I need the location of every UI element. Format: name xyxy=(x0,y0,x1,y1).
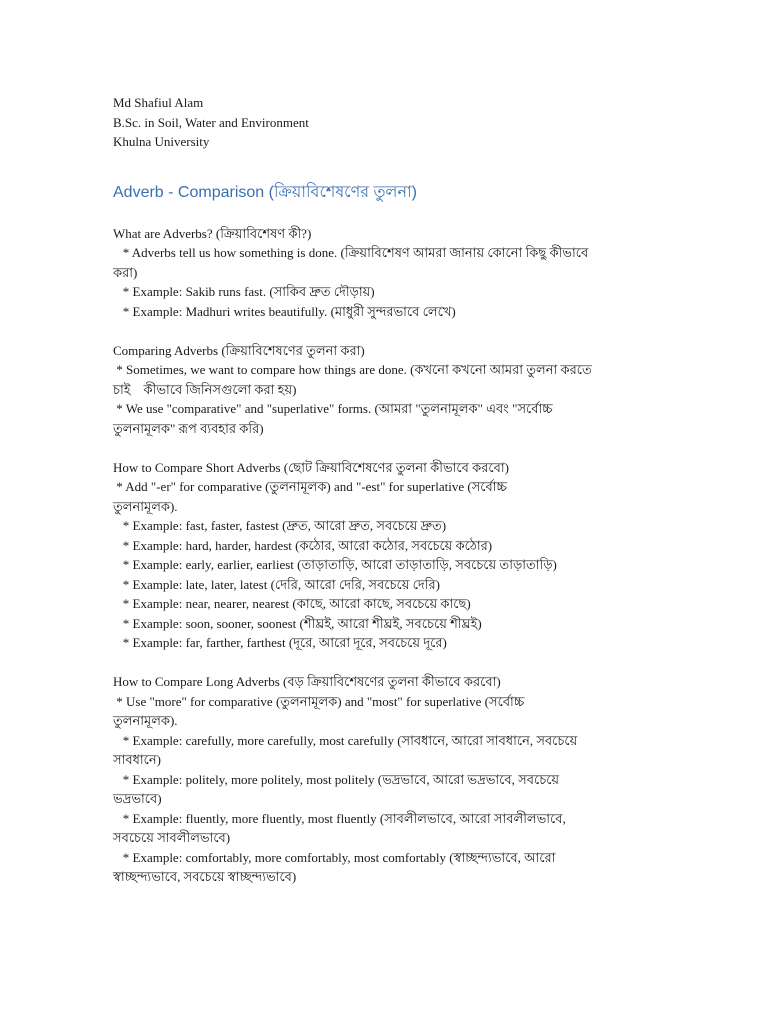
author-name: Md Shafiul Alam xyxy=(113,95,204,110)
author-block xyxy=(113,93,658,152)
section-heading: What are Adverbs? (ক্রিয়াবিশেষণ কী?) xyxy=(113,225,312,241)
section-line: করা) xyxy=(113,264,138,280)
section-line: * Sometimes, we want to compare how things are done. (কখনো কখনো আমরা তুলনা করতে xyxy=(113,362,592,377)
section-line: সবচেয়ে সাবলীলভাবে) xyxy=(113,830,231,845)
section-line: * Example: early, earlier, earliest (তাড়াতাড়ি, আরো তাড়াতাড়ি, সবচেয়ে তাড়াতাড়ি) xyxy=(113,557,557,572)
author-university: Khulna University xyxy=(113,134,210,149)
section-heading: How to Compare Short Adverbs (ছোট ক্রিয়াবিশেষণের তুলনা কীভাবে করবো) xyxy=(113,459,509,475)
section-line: তুলনামূলক" রূপ ব্যবহার করি) xyxy=(113,420,264,436)
section-line: * Example: Madhuri writes beautifully. (মাধুরী সুন্দরভাবে লেখে) xyxy=(113,303,456,319)
section-line: * Example: fluently, more fluently, most fluently (সাবলীলভাবে, আরো সাবলীলভাবে, xyxy=(113,810,566,826)
author-degree: B.Sc. in Soil, Water and Environment xyxy=(113,114,309,130)
section-line: * Example: Sakib runs fast. (সাকিব দ্রুত দৌড়ায়) xyxy=(113,284,375,299)
section-line: * Adverbs tell us how something is done. (ক্রিয়াবিশেষণ আমরা জানায় কোনো কিছু কীভাবে xyxy=(113,245,589,260)
section-4 xyxy=(113,672,658,887)
section-line: * Example: near, nearer, nearest (কাছে, আরো কাছে, সবচেয়ে কাছে) xyxy=(113,596,471,611)
section-2 xyxy=(113,341,658,439)
section-line: ভদ্রভাবে) xyxy=(113,791,162,806)
section-line: * Example: hard, harder, hardest (কঠোর, আরো কঠোর, সবচেয়ে কঠোর) xyxy=(113,537,493,553)
section-line: * Use "more" for comparative (তুলনামূলক) and "most" for superlative (সর্বোচ্চ xyxy=(113,693,525,709)
section-line: * Example: late, later, latest (দেরি, আরো দেরি, সবচেয়ে দেরি) xyxy=(113,576,440,592)
section-line: * We use "comparative" and "superlative" forms. (আমরা "তুলনামূলক" এবং "সর্বোচ্চ xyxy=(113,401,553,416)
section-line: চাই কীভাবে জিনিসগুলো করা হয়) xyxy=(113,381,297,397)
section-line: সাবধানে) xyxy=(113,752,161,767)
section-heading: Comparing Adverbs (ক্রিয়াবিশেষণের তুলনা করা) xyxy=(113,342,365,358)
section-line: * Example: far, farther, farthest (দূরে, আরো দূরে, সবচেয়ে দূরে) xyxy=(113,635,447,650)
document-body xyxy=(113,224,658,887)
section-line: স্বাচ্ছন্দ্যভাবে, সবচেয়ে স্বাচ্ছন্দ্যভাবে) xyxy=(113,869,297,884)
section-line: * Example: politely, more politely, most politely (ভদ্রভাবে, আরো ভদ্রভাবে, সবচেয়ে xyxy=(113,771,560,787)
section-heading: How to Compare Long Adverbs (বড় ক্রিয়াবিশেষণের তুলনা কীভাবে করবো) xyxy=(113,674,501,689)
section-line: * Example: soon, sooner, soonest (শীঘ্রই, আরো শীঘ্রই, সবচেয়ে শীঘ্রই) xyxy=(113,615,482,631)
section-1 xyxy=(113,224,658,322)
section-line: * Add "-er" for comparative (তুলনামূলক) and "-est" for superlative (সর্বোচ্চ xyxy=(113,479,507,494)
section-line: * Example: carefully, more carefully, most carefully (সাবধানে, আরো সাবধানে, সবচেয়ে xyxy=(113,732,578,748)
section-line: * Example: comfortably, more comfortably, most comfortably (স্বাচ্ছন্দ্যভাবে, আরো xyxy=(113,849,556,865)
section-line: তুলনামূলক). xyxy=(113,713,178,728)
document-page xyxy=(113,93,658,906)
section-line: * Example: fast, faster, fastest (দ্রুত, আরো দ্রুত, সবচেয়ে দ্রুত) xyxy=(113,518,447,533)
section-line: তুলনামূলক). xyxy=(113,498,178,514)
section-3 xyxy=(113,458,658,653)
document-title: Adverb - Comparison (ক্রিয়াবিশেষণের তুলনা) xyxy=(113,183,417,201)
